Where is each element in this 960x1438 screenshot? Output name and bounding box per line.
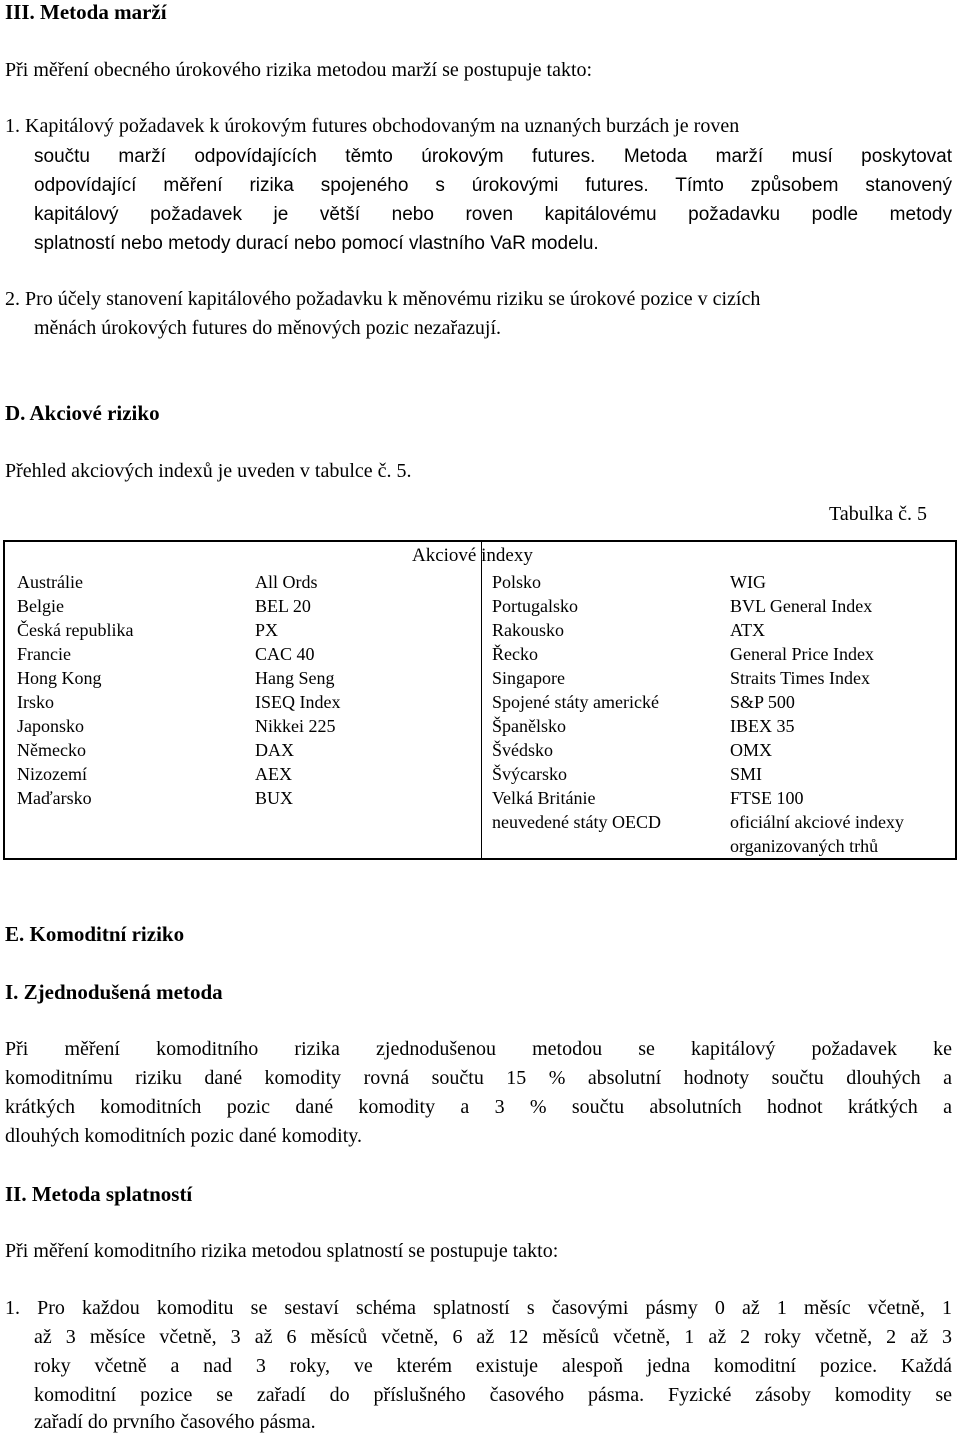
subheading-simplified-method: I. Zjednodušená metoda bbox=[5, 980, 223, 1004]
table-cell: Nikkei 225 bbox=[255, 716, 336, 736]
table-cell: Česká republika bbox=[17, 620, 134, 640]
table-cell: Německo bbox=[17, 740, 86, 760]
table-cell: FTSE 100 bbox=[730, 788, 804, 808]
table-cell: Irsko bbox=[17, 692, 54, 712]
e-item1-line4: komoditní pozice se zařadí do příslušného časového pásma. Fyzické zásoby komodity se bbox=[34, 1384, 952, 1406]
e-item1-line2: až 3 měsíce včetně, 3 až 6 měsíců včetně, 6 až 12 měsíců včetně, 1 až 2 roky včetně, 2 až 3 bbox=[34, 1326, 952, 1348]
table-cell: BEL 20 bbox=[255, 596, 311, 616]
table-cell: Rakousko bbox=[492, 620, 564, 640]
table-cell: Francie bbox=[17, 644, 71, 664]
item2-line2: měnách úrokových futures do měnových pozic nezařazují. bbox=[34, 317, 502, 339]
left-indices-column bbox=[255, 570, 340, 810]
subheading-maturity-method: II. Metoda splatností bbox=[5, 1182, 193, 1206]
para-i-line4: dlouhých komoditních pozic dané komodity. bbox=[5, 1125, 362, 1147]
right-indices-column bbox=[730, 570, 904, 862]
table-cell: Švýcarsko bbox=[492, 764, 567, 784]
table-cell: Maďarsko bbox=[17, 788, 92, 808]
section-iii-heading: III. Metoda marží bbox=[5, 0, 167, 24]
table-cell: BUX bbox=[255, 788, 294, 808]
table-cell: neuvedené státy OECD bbox=[492, 812, 661, 832]
table-cell: ATX bbox=[730, 620, 765, 640]
e-item1-line5: zařadí do prvního časového pásma. bbox=[34, 1411, 316, 1433]
table-cell: Portugalsko bbox=[492, 596, 579, 616]
table-cell: PX bbox=[255, 620, 279, 640]
table-cell: organizovaných trhů bbox=[730, 836, 879, 856]
section-e-ii-intro: Při měření komoditního rizika metodou splatností se postupuje takto: bbox=[5, 1240, 559, 1262]
table-cell: S&P 500 bbox=[730, 692, 795, 712]
section-d-intro: Přehled akciových indexů je uveden v tabulce č. 5. bbox=[5, 460, 412, 482]
table-cell: CAC 40 bbox=[255, 644, 315, 664]
table-cell: BVL General Index bbox=[730, 596, 873, 616]
table-cell: Španělsko bbox=[492, 716, 566, 736]
table-cell: Hang Seng bbox=[255, 668, 335, 688]
section-iii-intro: Při měření obecného úrokového rizika metodou marží se postupuje takto: bbox=[5, 59, 593, 81]
table-cell: Hong Kong bbox=[17, 668, 102, 688]
table-cell: WIG bbox=[730, 572, 766, 592]
table-header: Akciové indexy bbox=[412, 545, 533, 566]
table-label: Tabulka č. 5 bbox=[829, 503, 928, 525]
section-d-heading: D. Akciové riziko bbox=[5, 401, 160, 425]
table-cell: Velká Británie bbox=[492, 788, 596, 808]
e-item1-line1: 1. Pro každou komoditu se sestaví schéma splatností s časovými pásmy 0 až 1 měsíc včetně, 1 bbox=[5, 1297, 952, 1319]
table-cell: Japonsko bbox=[17, 716, 84, 736]
table-cell: Belgie bbox=[17, 596, 64, 616]
table-cell: Spojené státy americké bbox=[492, 692, 659, 712]
table-cell: SMI bbox=[730, 764, 763, 784]
table-cell: Straits Times Index bbox=[730, 668, 871, 688]
table-cell: ISEQ Index bbox=[255, 692, 341, 712]
item1-line4: kapitálový požadavek je větší nebo roven kapitálovému požadavku podle metody bbox=[34, 204, 952, 225]
table-cell: Švédsko bbox=[492, 740, 554, 760]
item1-line3: odpovídající měření rizika spojeného s úrokovými futures. Tímto způsobem stanovený bbox=[34, 175, 952, 196]
table-cell: Austrálie bbox=[17, 572, 83, 592]
table-cell: Singapore bbox=[492, 668, 565, 688]
item1-line2: součtu marží odpovídajících těmto úrokovým futures. Metoda marží musí poskytovat bbox=[34, 146, 952, 167]
table-cell: IBEX 35 bbox=[730, 716, 795, 736]
equity-index-table bbox=[3, 540, 957, 860]
para-i-line2: komoditnímu riziku dané komodity rovná součtu 15 % absolutní hodnoty součtu dlouhých a bbox=[5, 1067, 952, 1089]
table-cell: Polsko bbox=[492, 572, 542, 592]
table-cell: Nizozemí bbox=[17, 764, 87, 784]
item2-line1: 2. Pro účely stanovení kapitálového požadavku k měnovému riziku se úrokové pozice v cizích bbox=[5, 288, 761, 310]
table-cell: Řecko bbox=[492, 644, 538, 664]
section-e-heading: E. Komoditní riziko bbox=[5, 922, 185, 946]
para-i-line3: krátkých komoditních pozic dané komodity a 3 % součtu absolutních hodnot krátkých a bbox=[5, 1096, 952, 1118]
table-column-divider bbox=[481, 542, 482, 858]
table-cell: DAX bbox=[255, 740, 294, 760]
right-countries-column bbox=[492, 570, 661, 834]
table-cell: OMX bbox=[730, 740, 773, 760]
para-i-line1: Při měření komoditního rizika zjednodušenou metodou se kapitálový požadavek ke bbox=[5, 1038, 952, 1060]
table-cell: AEX bbox=[255, 764, 292, 784]
table-cell: oficiální akciové indexy bbox=[730, 812, 904, 832]
table-cell: General Price Index bbox=[730, 644, 874, 664]
e-item1-line3: roky včetně a nad 3 roky, ve kterém existuje alespoň jedna komoditní pozice. Každá bbox=[34, 1355, 952, 1377]
item1-line1: 1. Kapitálový požadavek k úrokovým futures obchodovaným na uznaných burzách je roven bbox=[5, 115, 740, 137]
item1-line5: splatností nebo metody durací nebo pomocí vlastního VaR modelu. bbox=[34, 233, 599, 254]
left-countries-column bbox=[17, 570, 133, 810]
table-cell: All Ords bbox=[255, 572, 318, 592]
